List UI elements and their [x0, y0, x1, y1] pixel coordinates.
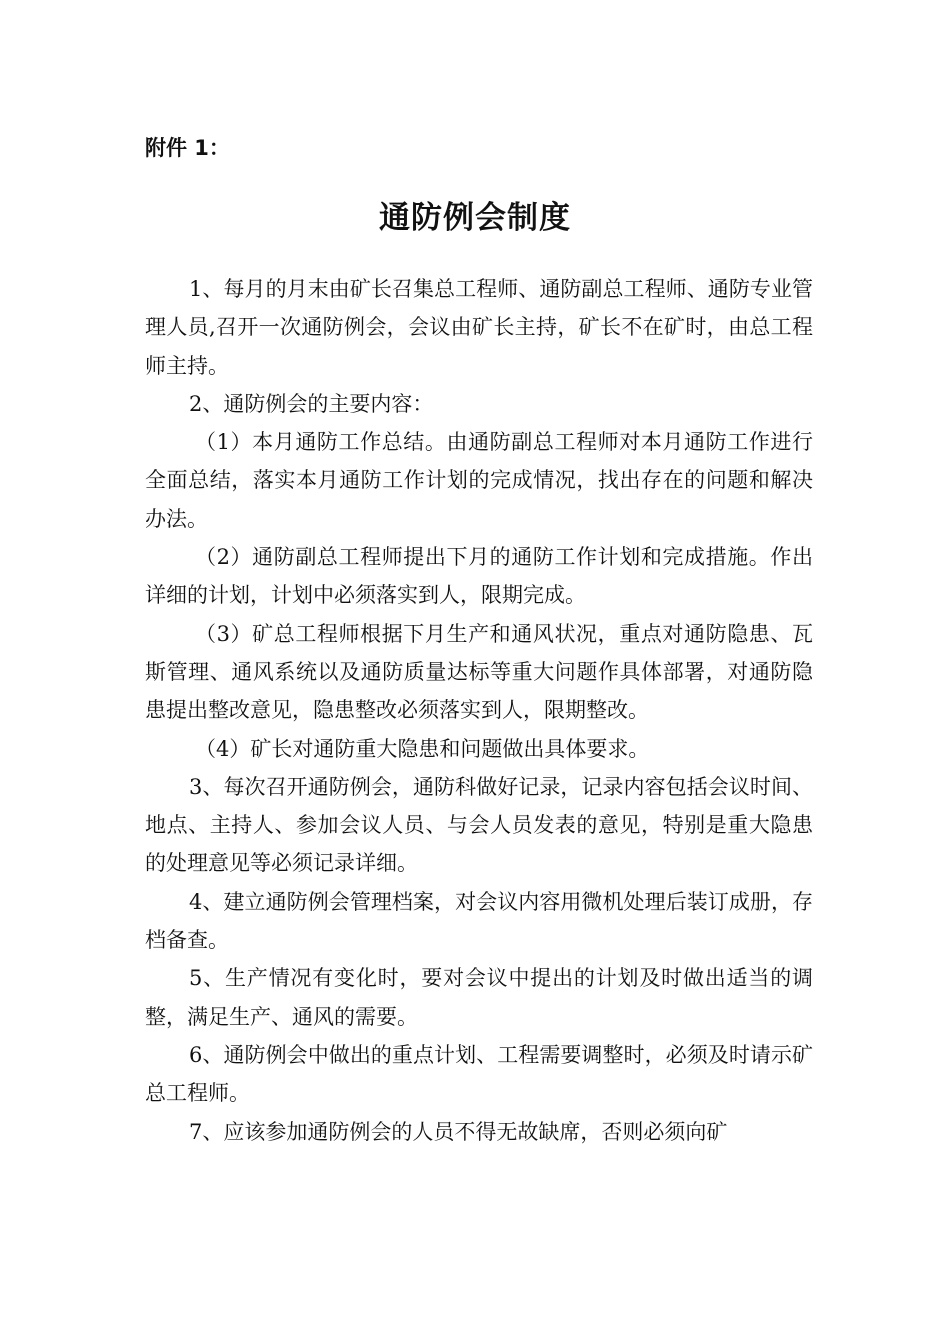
sub-item-3: （3）矿总工程师根据下月生产和通风状况，重点对通防隐患、瓦斯管理、通风系统以及通防质量达标等重大问题作具体部署，对通防隐患提出整改意见，隐患整改必须落实到人，限期整改。: [145, 621, 813, 723]
paragraph-1: 1、每月的月末由矿长召集总工程师、通防副总工程师、通防专业管理人员,召开一次通防例会，会议由矿长主持，矿长不在矿时，由总工程师主持。: [145, 277, 813, 378]
paragraph-6: 6、通防例会中做出的重点计划、工程需要调整时，必须及时请示矿总工程师。: [145, 1042, 813, 1106]
paragraph-2: 2、通防例会的主要内容：: [189, 391, 434, 416]
document-body: [145, 270, 813, 1151]
document-title: 通防例会制度: [379, 200, 571, 236]
sub-item-1: （1）本月通防工作总结。由通防副总工程师对本月通防工作进行全面总结，落实本月通防工作计划的完成情况，找出存在的问题和解决办法。: [145, 430, 813, 531]
paragraph-3: 3、每次召开通防例会，通防科做好记录，记录内容包括会议时间、地点、主持人、参加会议人员、与会人员发表的意见，特别是重大隐患的处理意见等必须记录详细。: [145, 774, 813, 876]
paragraph-5: 5、生产情况有变化时，要对会议中提出的计划及时做出适当的调整，满足生产、通风的需要。: [145, 966, 813, 1029]
sub-item-4: （4）矿长对通防重大隐患和问题做出具体要求。: [195, 736, 650, 761]
sub-item-2: （2）通防副总工程师提出下月的通防工作计划和完成措施。作出详细的计划，计划中必须落实到人，限期完成。: [145, 545, 813, 608]
annex-label: 附件 1：: [145, 136, 230, 160]
paragraph-4: 4、建立通防例会管理档案，对会议内容用微机处理后装订成册，存档备查。: [145, 889, 813, 953]
paragraph-7: 7、应该参加通防例会的人员不得无故缺席，否则必须向矿: [189, 1119, 728, 1144]
